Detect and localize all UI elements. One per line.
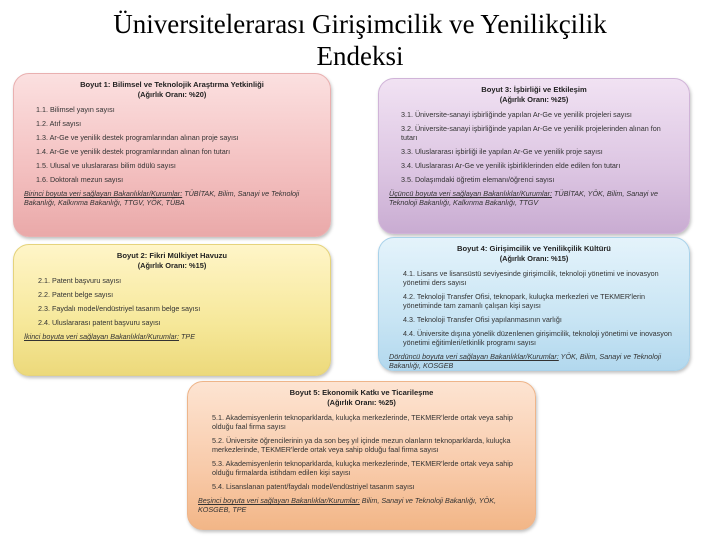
dimension-1-heading: Boyut 1: Bilimsel ve Teknolojik Araştırma Yetkinliği [80,80,264,89]
dimension-4-weight: (Ağırlık Oranı: %15) [499,254,569,263]
dimension-4-box [378,237,690,371]
dimension-5-box [187,381,536,530]
title-line-2: Endeksi [316,41,404,71]
indicator-4-4: 4.4. Üniversite dışına yönelik düzenlenen girişimcilik, teknoloji yönetimi ve inovasyon yönetimi eğitimleri/etkinlik programı sayısı [403,329,672,347]
indicator-3-4: 3.4. Uluslararası Ar-Ge ve yenilik işbirliklerinden elde edilen fon tutarı [401,161,621,170]
title-line-1: Üniversitelerarası Girişimcilik ve Yenilikçilik [113,9,607,39]
indicator-1-5: 1.5. Ulusal ve uluslararası bilim ödülü sayısı [36,161,176,170]
indicator-5-2: 5.2. Üniversite öğrencilerinin ya da son beş yıl içinde mezun olanların teknoparklarda, kuluçka merkezlerinde, TEKMER'lerde ortak veya sahip olduğu faal firma sayısı [212,436,511,454]
indicator-4-2: 4.2. Teknoloji Transfer Ofisi, teknopark, kuluçka merkezleri ve TEKMER'lerin yönetiminde tam zamanlı çalışan kişi sayısı [403,292,645,310]
indicator-1-2: 1.2. Atıf sayısı [36,119,82,128]
dimension-4-source-label: Dördüncü boyuta veri sağlayan Bakanlıklar/Kurumlar: [389,352,559,361]
dimension-4-heading: Boyut 4: Girişimcilik ve Yenilikçilik Kültürü [457,244,611,253]
dimension-2-source [24,332,320,341]
indicator-2-2: 2.2. Patent belge sayısı [38,290,114,299]
dimension-1-source-text: TÜBİTAK, Bilim, Sanayi ve Teknoloji Bakanlığı, Kalkınma Bakanlığı, TTGV, YÖK, TÜBA [24,189,300,207]
page-title [0,8,720,72]
dimension-5-source [198,496,525,514]
indicator-2-4: 2.4. Uluslararası patent başvuru sayısı [38,318,161,327]
dimension-1-box [13,73,331,237]
dimension-2-source-text: TPE [179,332,195,341]
indicator-3-1: 3.1. Üniversite-sanayi işbirliğinde yapılan Ar-Ge ve yenilik projeleri sayısı [401,110,632,119]
dimension-2-heading: Boyut 2: Fikri Mülkiyet Havuzu [116,251,228,260]
dimension-3-box [378,78,690,234]
indicator-5-3: 5.3. Akademisyenlerin teknoparklarda, kuluçka merkezlerinde, TEKMER'lerde ortak veya sahip olduğu firmalarda istihdam edilen kişi sayısı [212,459,513,477]
dimension-3-source-text: TÜBİTAK, YÖK, Bilim, Sanayi ve Teknoloji Bakanlığı, Kalkınma Bakanlığı, TTGV [389,189,658,207]
indicator-5-1: 5.1. Akademisyenlerin teknoparklarda, kuluçka merkezlerinde, TEKMER'lerde ortak veya sahip olduğu faal firma sayısı [212,413,513,431]
indicator-4-1: 4.1. Lisans ve lisansüstü seviyesinde girişimcilik, teknoloji yönetimi ve inovasyon yönetimi ders sayısı [403,269,659,287]
dimension-5-source-label: Beşinci boyuta veri sağlayan Bakanlıklar/Kurumlar: [198,496,360,505]
indicator-3-5: 3.5. Dolaşımdaki öğretim elemanı/öğrenci sayısı [401,175,555,184]
dimension-5-heading: Boyut 5: Ekonomik Katkı ve Ticarileşme [289,388,434,397]
dimension-4-source-text: YÖK, Bilim, Sanayi ve Teknoloji Bakanlığı, KOSGEB [389,352,662,370]
indicator-1-1: 1.1. Bilimsel yayın sayısı [36,105,115,114]
dimension-2-box [13,244,331,376]
indicator-1-6: 1.6. Doktoralı mezun sayısı [36,175,124,184]
indicator-3-3: 3.3. Uluslararası işbirliği ile yapılan Ar-Ge ve yenilik proje sayısı [401,147,603,156]
indicator-4-3: 4.3. Teknoloji Transfer Ofisi yapılanmasının varlığı [403,315,562,324]
dimension-2-source-label: İkinci boyuta veri sağlayan Bakanlıklar/Kurumlar: [24,332,180,341]
dimension-5-weight: (Ağırlık Oranı: %25) [327,398,396,407]
indicator-5-4: 5.4. Lisanslanan patent/faydalı model/endüstriyel tasarım sayısı [212,482,415,491]
dimension-3-source [389,189,679,207]
dimension-3-source-label: Üçüncü boyuta veri sağlayan Bakanlıklar/Kurumlar: [389,189,552,198]
dimension-3-heading: Boyut 3: İşbirliği ve Etkileşim [481,85,587,94]
dimension-1-source [24,189,320,207]
dimension-1-weight: (Ağırlık Oranı: %20) [137,90,207,99]
dimension-4-source [389,352,679,370]
dimension-2-weight: (Ağırlık Oranı: %15) [137,261,207,270]
dimension-3-weight: (Ağırlık Oranı: %25) [499,95,569,104]
indicator-1-4: 1.4. Ar-Ge ve yenilik destek programlarından alınan fon tutarı [36,147,231,156]
dimension-5-source-text: Bilim, Sanayi ve Teknoloji Bakanlığı, YÖK, KOSGEB, TPE [198,496,497,514]
dimension-1-source-label: Birinci boyuta veri sağlayan Bakanlıklar/Kurumlar: [24,189,183,198]
indicator-2-3: 2.3. Faydalı model/endüstriyel tasarım belge sayısı [38,304,201,313]
indicator-2-1: 2.1. Patent başvuru sayısı [38,276,122,285]
indicator-3-2: 3.2. Üniversite-sanayi işbirliğinde yapılan Ar-Ge ve yenilik projelerinden alınan fon tutarı [401,124,661,142]
indicator-1-3: 1.3. Ar-Ge ve yenilik destek programlarından alınan proje sayısı [36,133,239,142]
